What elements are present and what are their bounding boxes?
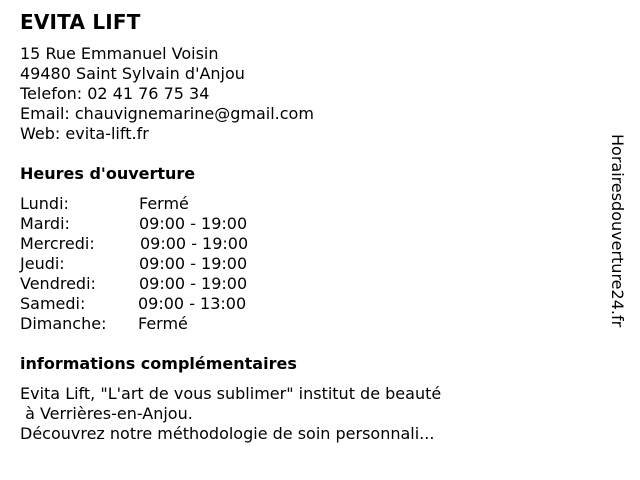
day-hours: Fermé bbox=[138, 314, 188, 333]
day-label: Lundi: bbox=[20, 194, 69, 213]
day-label: Jeudi: bbox=[20, 254, 65, 273]
additional-info-heading: informations complémentaires bbox=[20, 354, 297, 373]
site-watermark: Horairesdouverture24.fr bbox=[608, 134, 627, 328]
email-label: Email: bbox=[20, 104, 70, 123]
day-label: Mercredi: bbox=[20, 234, 95, 253]
day-label: Samedi: bbox=[20, 294, 86, 313]
contact-block bbox=[20, 44, 314, 144]
phone-line bbox=[20, 84, 314, 104]
phone-label: Telefon: bbox=[20, 84, 83, 103]
description-line: Evita Lift, "L'art de vous sublimer" institut de beauté bbox=[20, 384, 442, 403]
description-line: Découvrez notre méthodologie de soin personnali... bbox=[20, 424, 435, 443]
web-line bbox=[20, 124, 314, 144]
day-hours: 09:00 - 19:00 bbox=[139, 214, 248, 233]
day-label: Dimanche: bbox=[20, 314, 107, 333]
email-address[interactable]: chauvignemarine@gmail.com bbox=[74, 104, 314, 123]
day-hours: 09:00 - 19:00 bbox=[139, 254, 248, 273]
opening-hours-heading: Heures d'ouverture bbox=[20, 164, 196, 183]
web-link[interactable]: evita-lift.fr bbox=[65, 124, 149, 143]
address-street: 15 Rue Emmanuel Voisin bbox=[20, 44, 219, 63]
business-name: EVITA LIFT bbox=[20, 10, 141, 34]
day-label: Vendredi: bbox=[20, 274, 96, 293]
day-hours: Fermé bbox=[139, 194, 189, 213]
day-hours: 09:00 - 19:00 bbox=[139, 274, 248, 293]
additional-info-text bbox=[20, 384, 441, 444]
web-label: Web: bbox=[20, 124, 61, 143]
day-label: Mardi: bbox=[20, 214, 70, 233]
phone-number[interactable]: 02 41 76 75 34 bbox=[87, 84, 210, 103]
day-hours: 09:00 - 19:00 bbox=[140, 234, 249, 253]
address-city: 49480 Saint Sylvain d'Anjou bbox=[20, 64, 245, 83]
description-line: à Verrières-en-Anjou. bbox=[20, 404, 193, 423]
email-line bbox=[20, 104, 314, 124]
day-hours: 09:00 - 13:00 bbox=[138, 294, 247, 313]
